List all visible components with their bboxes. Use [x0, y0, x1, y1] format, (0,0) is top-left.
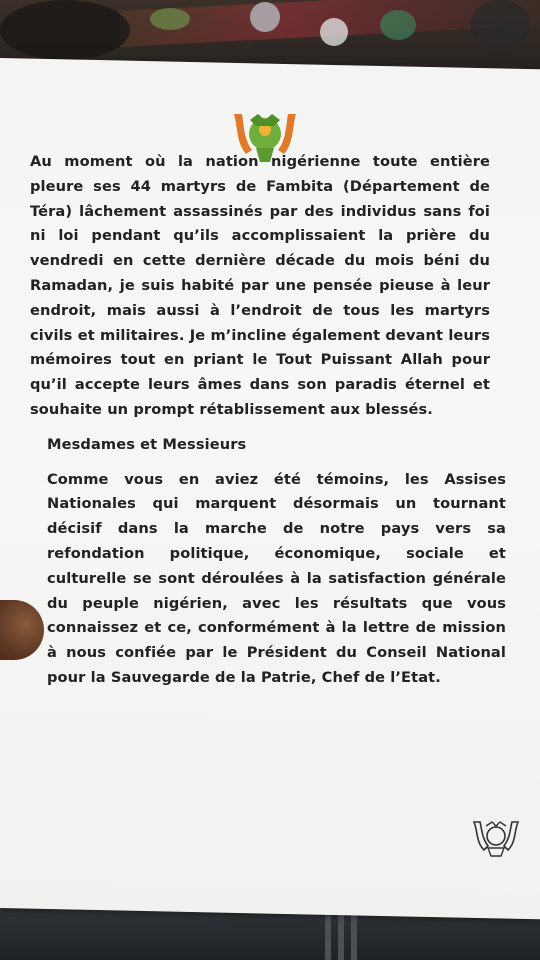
- background-figure: [470, 0, 530, 50]
- desk-slat: [325, 911, 331, 960]
- salutation: Mesdames et Messieurs: [47, 435, 247, 453]
- background-figure: [150, 8, 190, 30]
- niger-coat-of-arms-seal-icon: [470, 818, 522, 858]
- desk-slat: [351, 911, 357, 960]
- paragraph-condolences: Au moment où la nation nigérienne toute entière pleure ses 44 martyrs de Fambita (Département de Téra) lâchement assassinés par des individus sans foi ni loi pendant qu’ils accomplissaient la prière du vendredi en cette dernière décade du mois béni du Ramadan, je suis habité par une pensée pieuse à leur endroit, mais aussi à l’endroit de tous les martyrs civils et militaires. Je m’incline également devant leurs mémoires tout en priant le Tout Puissant Allah pour qu’il accepte leurs âmes dans son paradis éternel et souhaite un prompt rétablissement aux blessés.: [30, 153, 490, 418]
- paragraph-assises: Comme vous en aviez été témoins, les Assises Nationales qui marquent désormais un tournant décisif dans la marche de notre pays vers sa refondation politique, économique, sociale et culturelle se sont déroulées à la satisfaction générale du peuple nigérien, avec les résultats que vous connaissez et ce, conformément à la lettre de mission à nous confiée par le Président du Conseil National pour la Sauvegarde de la Patrie, Chef de l’Etat.: [47, 470, 506, 686]
- background-figure: [0, 0, 130, 60]
- background-figure: [320, 18, 348, 46]
- desk-slat: [338, 911, 344, 960]
- document-body: [30, 150, 506, 691]
- background-figure: [380, 10, 416, 40]
- background-figure: [250, 2, 280, 32]
